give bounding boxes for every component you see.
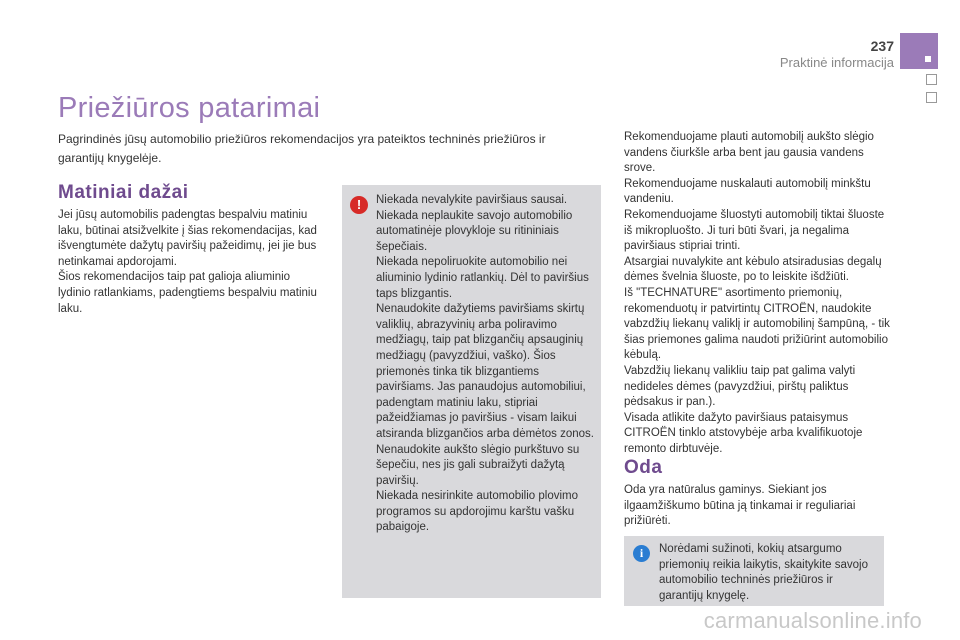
watermark: carmanualsonline.info <box>703 608 922 633</box>
section-name: Praktinė informacija <box>779 55 894 70</box>
leather-text: Oda yra natūralus gaminys. Siekiant jos ilgaamžiškumo būtina ją tinkamai ir reguliariai prižiūrėti. <box>624 484 856 528</box>
paragraph: Visada atlikite dažyto paviršiaus pataisymus CITROËN tinklo atstovybėje arba kvalifikuotoje remonto dirbtuvėje. <box>624 411 863 455</box>
paragraph: Rekomenduojame nuskalauti automobilį minkštu vandeniu. <box>624 177 871 206</box>
paragraph: Niekada neplaukite savojo automobilio automatinėje plovykloje su ritininiais šepečiais. <box>376 209 573 253</box>
info-box <box>624 536 884 606</box>
matte-text <box>58 208 320 317</box>
matte-heading: Matiniai dažai <box>58 182 189 203</box>
warning-icon: ! <box>350 196 368 214</box>
paragraph: Niekada nesirinkite automobilio plovimo programos su apdorojimu karštu vašku pabaigoje. <box>376 490 578 534</box>
warning-text <box>376 193 595 536</box>
warning-box <box>342 185 601 598</box>
chapter-tab[interactable] <box>926 74 937 85</box>
paragraph: Jei jūsų automobilis padengtas bespalviu matiniu laku, būtinai atsižvelkite į šias rekomendacijas, kad išvengtumėte dažytų paviršių pažeidimų, jei jie bus netinkamai apdorojami. <box>58 209 317 268</box>
paragraph: Rekomenduojame šluostyti automobilį tiktai šluoste iš mikropluošto. Ji turi būti švari, ja negalima paviršiaus stipriai trinti. <box>624 208 885 253</box>
paragraph: Niekada nepoliruokite automobilio nei aliuminio lydinio ratlankių. Dėl to paviršius taps blizgantis. <box>376 256 589 300</box>
paragraph: Iš "TECHNATURE" asortimento priemonių, rekomenduotų ir patvirtintų CITROËN, naudokite vabzdžių liekanų valiklį ir automobilinį šampūną, - tik šias priemones galima naudoti prižiūrint automobilio kėbulą. <box>624 286 890 362</box>
care-text <box>624 130 890 457</box>
page-number: 237 <box>870 38 894 54</box>
tab-dot-icon <box>925 56 931 62</box>
paragraph: Nenaudokite aukšto slėgio purkštuvo su šepečiu, nes jis gali subraižyti dažytą paviršių. <box>376 443 580 487</box>
chapter-tab-active[interactable] <box>900 33 938 69</box>
paragraph: Vabzdžių liekanų valikliu taip pat galima valyti nedideles dėmes (pavyzdžiui, pirštų paliktus pėdsakus ir pan.). <box>624 364 856 409</box>
paragraph: Niekada nevalykite paviršiaus sausai. <box>376 194 568 206</box>
info-text: Norėdami sužinoti, kokių atsargumo priemonių reikia laikytis, skaitykite savojo automobilio techninės priežiūros ir garantijų knygelę. <box>659 543 868 602</box>
info-icon: i <box>633 545 650 562</box>
paragraph: Šios rekomendacijos taip pat galioja aliuminio lydinio ratlankiams, padengtiems bespalviu matiniu laku. <box>58 271 317 315</box>
paragraph: Atsargiai nuvalykite ant kėbulo atsiradusias degalų dėmes švelnia šluoste, po to leiskite išdžiūti. <box>624 255 882 284</box>
paragraph: Rekomenduojame plauti automobilį aukšto slėgio vandens čiurkšle arba bent jau gausia vandens srove. <box>624 131 874 175</box>
paragraph: Nenaudokite dažytiems paviršiams skirtų valiklių, abrazyvinių arba poliravimo medžiagų, taip pat blizgančių apsauginių medžiagų (pavyzdžiui, vaško). Šios priemonės tinka tik blizgantiems paviršiams. Jas panaudojus automobiliui, padengtam matiniu laku, stipriai pažeidžiamas jo paviršius - visam laikui atsiranda blizgančios arba dėmėtos zonos. <box>376 303 594 440</box>
leather-heading: Oda <box>624 457 663 478</box>
intro-text: Pagrindinės jūsų automobilio priežiūros rekomendacijos yra pateiktos techninės priežiūros ir garantijų knygelėje. <box>58 132 546 165</box>
chapter-tab[interactable] <box>926 92 937 103</box>
page-title: Priežiūros patarimai <box>58 92 321 124</box>
